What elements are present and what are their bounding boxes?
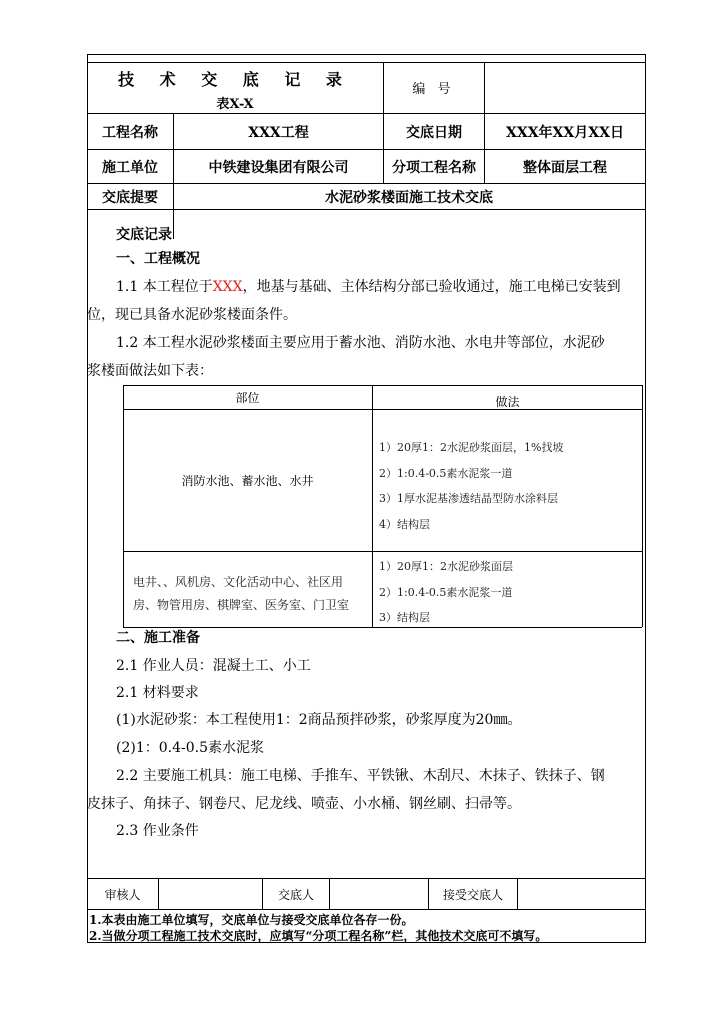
summary-value: 水泥砂浆楼面施工技术交底	[325, 189, 493, 206]
paragraph-2-2-cont: 皮抹子、角抹子、钢卷尺、尼龙线、喷壶、小水桶、钢丝刷、扫帚等。	[87, 796, 521, 812]
table-row1-step: 4）结构层	[379, 518, 430, 531]
table-row2-step: 2）1:0.4-0.5素水泥浆一道	[379, 586, 513, 599]
table-row1-step: 1）20厚1：2水泥砂浆面层，1%找坡	[379, 441, 564, 454]
paragraph-1-2-cont: 浆楼面做法如下表：	[87, 363, 213, 379]
date-value: XXX年XX月XX日	[505, 124, 625, 141]
material-1: (1)水泥砂浆：本工程使用1：2商品预拌砂浆，砂浆厚度为20㎜。	[116, 712, 522, 728]
section-preparation-heading: 二、施工准备	[116, 630, 200, 646]
table-row1-step: 3）1厚水泥基渗透结晶型防水涂料层	[379, 492, 558, 505]
number-label: 编 号	[412, 82, 455, 97]
reviewer-label: 审核人	[104, 887, 141, 902]
paragraph-1-2: 1.2 本工程水泥砂浆楼面主要应用于蓄水池、消防水池、水电井等部位，水泥砂	[116, 335, 605, 351]
row-line-4	[87, 209, 646, 210]
receiver-label: 接受交底人	[442, 887, 503, 902]
paragraph-1-1: 1.1 本工程位于XXX，地基与基础、主体结构分部已验收通过，施工电梯已安装到	[116, 279, 621, 295]
paragraph-2-3: 2.3 作业条件	[116, 823, 199, 839]
material-2: (2)1：0.4-0.5素水泥浆	[116, 740, 264, 756]
note-1: 1.本表由施工单位填写，交底单位与接受交底单位各存一份。	[89, 913, 414, 927]
paragraph-2-2: 2.2 主要施工机具：施工电梯、手推车、平铁锹、木刮尺、木抹子、铁抹子、钢	[116, 768, 605, 784]
table-row1-location: 消防水池、蓄水池、水井	[181, 474, 314, 488]
number-value[interactable]	[485, 62, 645, 113]
notes-top-line	[87, 909, 646, 910]
paragraph-2-1: 2.1 作业人员：混凝土工、小工	[116, 658, 311, 674]
disclosure-form	[87, 54, 646, 944]
table-row2-step: 3）结构层	[379, 611, 430, 624]
note-2: 2.当做分项工程施工技术交底时，应填写“分项工程名称”栏，其他技术交底可不填写。	[89, 929, 548, 943]
receiver-signature[interactable]	[518, 879, 645, 909]
section-overview-heading: 一、工程概况	[116, 251, 200, 267]
unit-label: 施工单位	[102, 159, 158, 176]
table-row1-step: 2）1:0.4-0.5素水泥浆一道	[379, 467, 513, 480]
form-title: 技 术 交 底 记 录	[118, 69, 352, 89]
discloser-label: 交底人	[277, 887, 314, 902]
sub-project-value: 整体面层工程	[523, 159, 607, 176]
project-name-label: 工程名称	[102, 124, 158, 141]
method-table	[123, 385, 642, 627]
table-header-location: 部位	[235, 391, 260, 405]
table-row2-location: 房、物管用房、棋牌室、医务室、门卫室	[133, 598, 350, 612]
location-placeholder: XXX	[212, 279, 243, 295]
table-header-method: 做法	[495, 395, 520, 409]
reviewer-signature[interactable]	[159, 879, 262, 909]
project-name-value: XXX工程	[248, 124, 309, 141]
table-row2-step: 1）20厚1：2水泥砂浆面层	[379, 560, 513, 573]
summary-label: 交底提要	[102, 189, 158, 206]
paragraph-2-1b: 2.1 材料要求	[116, 685, 199, 701]
date-label: 交底日期	[406, 124, 462, 141]
form-number: 表X-X	[216, 96, 254, 112]
table-row2-location: 电井、、风机房、文化活动中心、社区用	[133, 575, 344, 589]
paragraph-1-1-cont: 位，现已具备水泥砂浆楼面条件。	[87, 307, 297, 323]
unit-value: 中铁建设集团有限公司	[208, 159, 349, 176]
record-title: 交底记录	[116, 227, 172, 243]
sub-project-label: 分项工程名称	[392, 159, 476, 176]
discloser-signature[interactable]	[330, 879, 428, 909]
